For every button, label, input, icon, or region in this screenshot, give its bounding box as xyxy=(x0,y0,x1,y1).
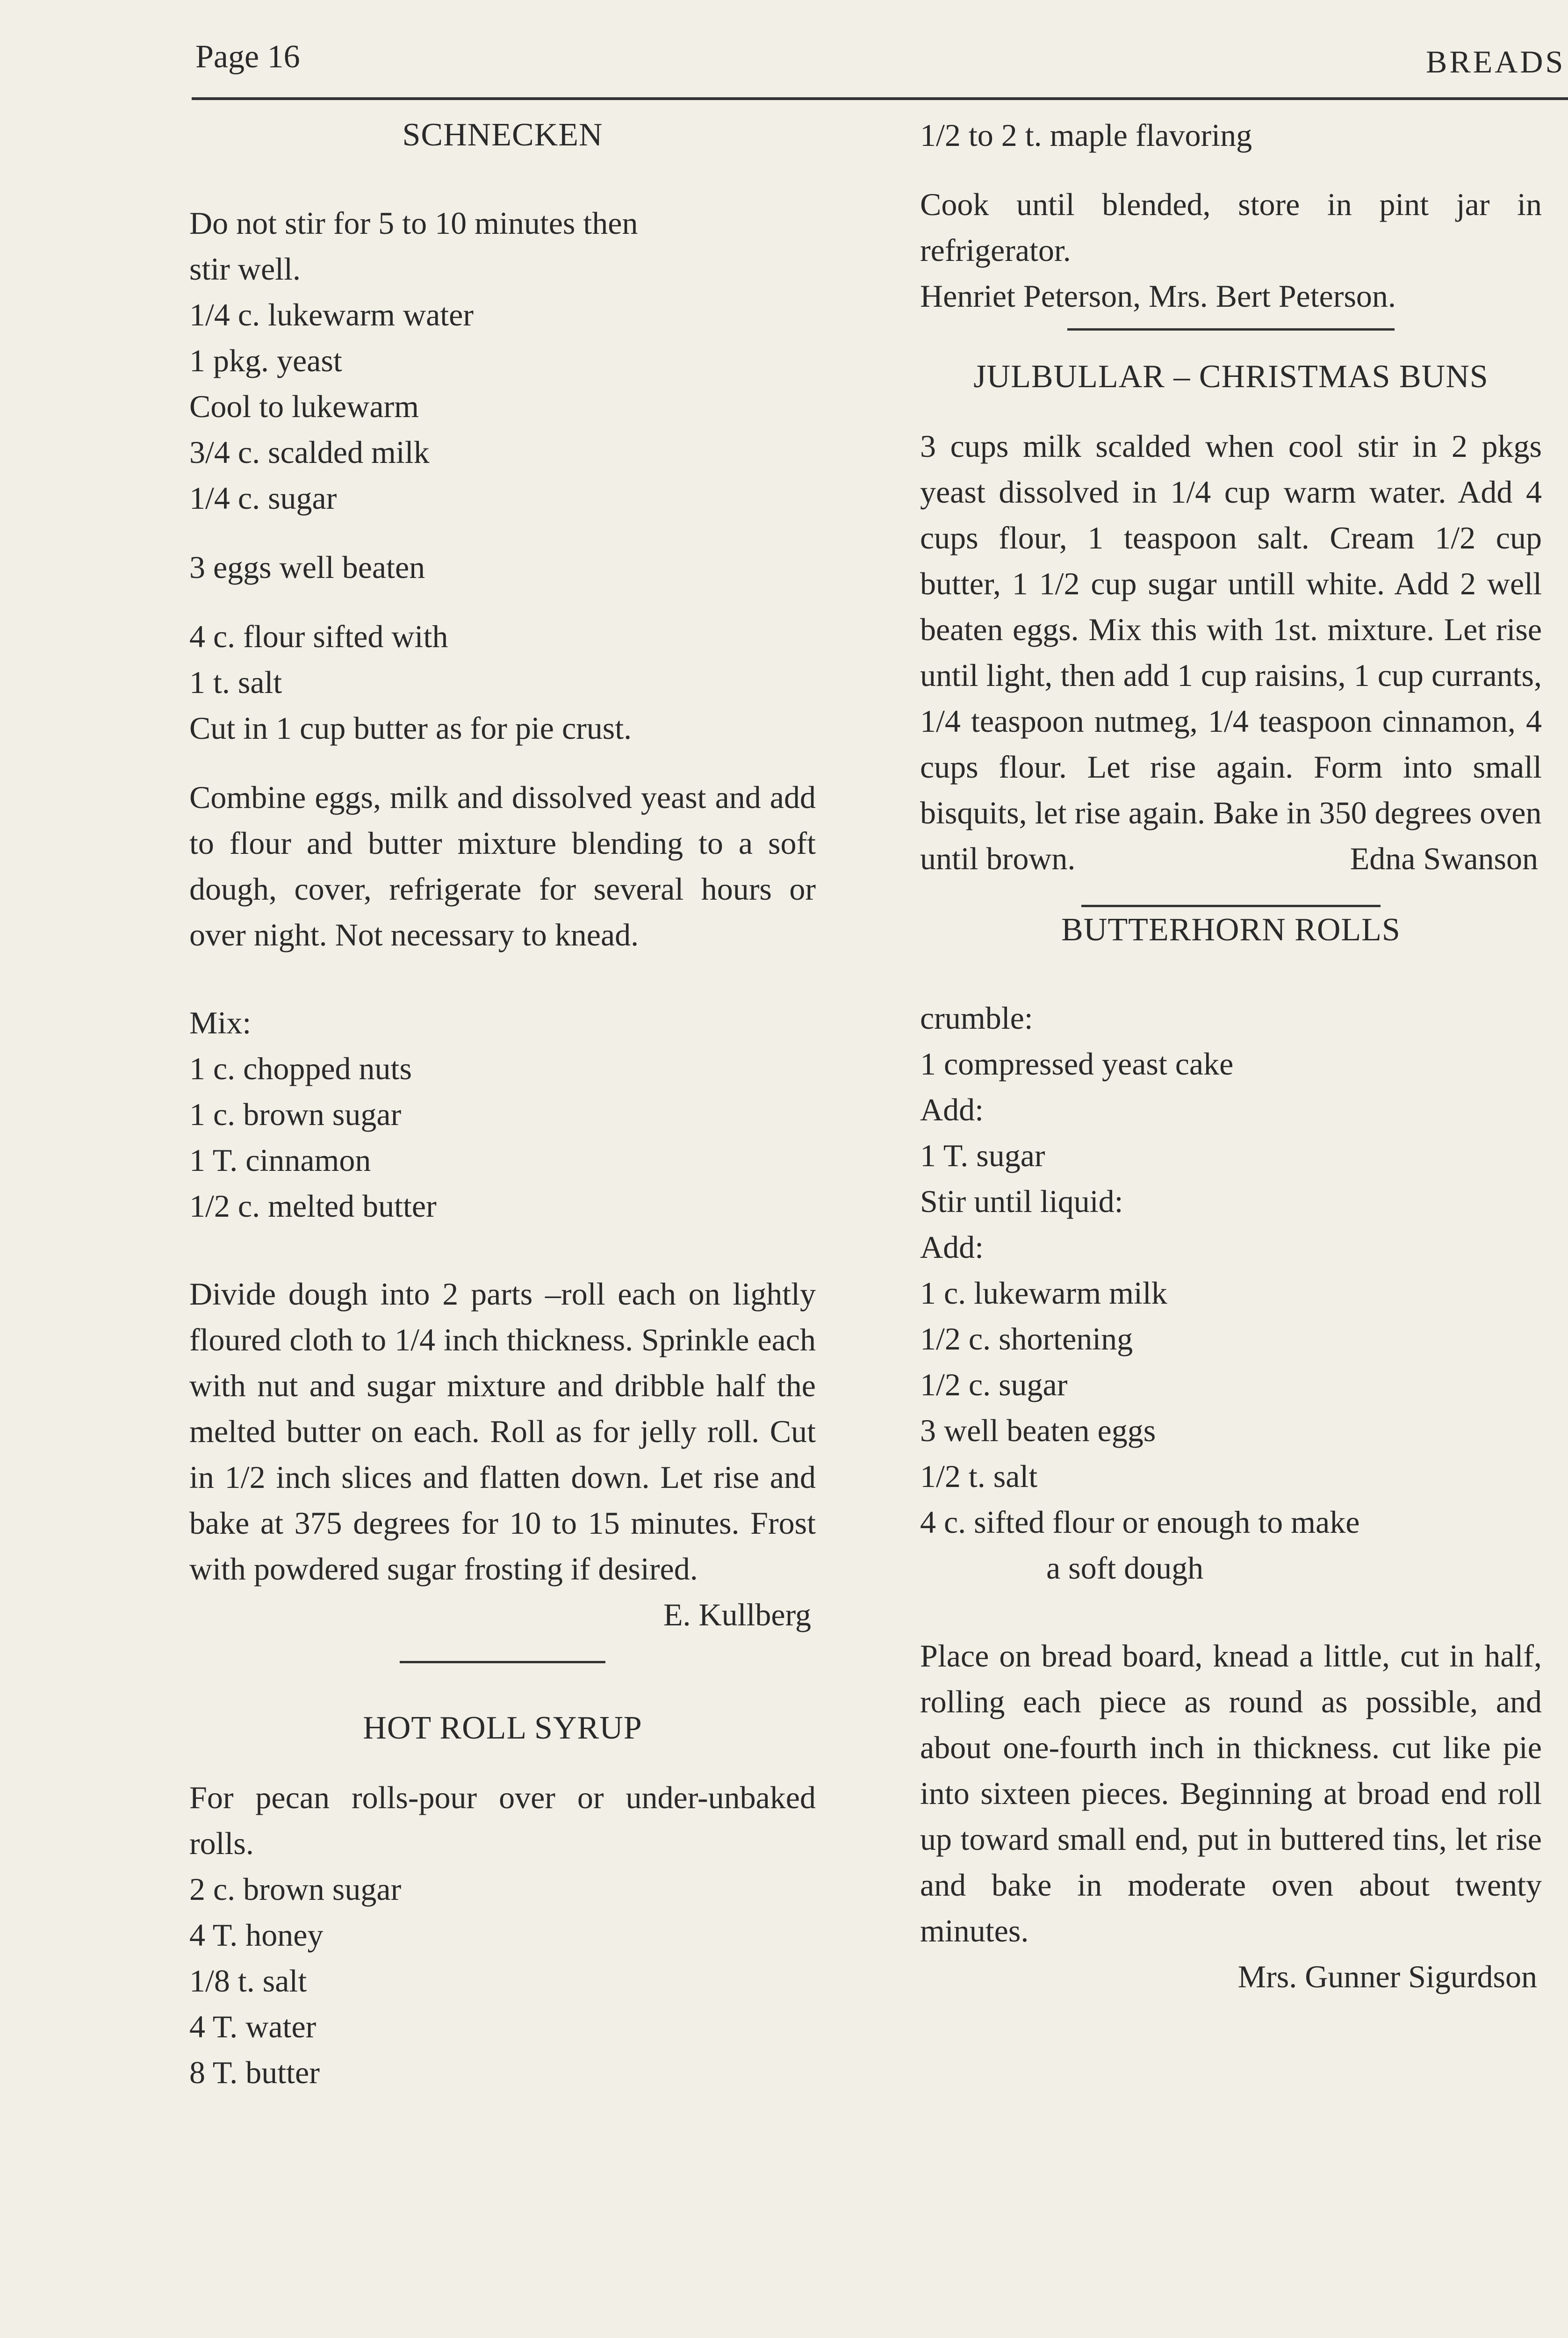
ingredient-line: Cut in 1 cup butter as for pie crust. xyxy=(189,710,632,746)
recipe-author: E. Kullberg xyxy=(663,1597,811,1632)
ingredient-line: 4 T. water xyxy=(189,2009,316,2044)
recipe-author: Edna Swanson xyxy=(1350,841,1538,876)
ingredient-line: 1/2 to 2 t. maple flavoring xyxy=(920,117,1252,153)
step-line: 1 c. lukewarm milk xyxy=(920,1275,1167,1311)
ingredient-line: 1/4 c. lukewarm water xyxy=(189,297,474,332)
ingredient-line: 4 T. honey xyxy=(189,1917,324,1953)
recipe-directions: Cook until blended, store in pint jar in refrigerator. xyxy=(920,187,1542,268)
page-number: Page 16 xyxy=(195,39,300,75)
recipe-butterhorn-rolls xyxy=(920,907,1542,1999)
page-header xyxy=(0,0,1568,108)
ingredient-line: 3 eggs well beaten xyxy=(189,549,425,585)
ingredient-line: 3/4 c. scalded milk xyxy=(189,434,430,470)
recipe-title: HOT ROLL SYRUP xyxy=(363,1710,642,1746)
step-line: Add: xyxy=(920,1229,984,1265)
section-title: BREADS xyxy=(1426,44,1566,79)
ingredient-line: 1/4 c. sugar xyxy=(189,480,337,516)
recipe-title: BUTTERHORN ROLLS xyxy=(1061,912,1401,948)
step-line: a soft dough xyxy=(1046,1550,1204,1586)
mix-label: Mix: xyxy=(189,1005,252,1040)
step-line: Stir until liquid: xyxy=(920,1183,1123,1219)
recipe-directions: Combine eggs, milk and dissolved yeast and add to flour and butter mixture blending to a soft dough, cover, refrigerate for several hours or over night. Not necessary to knead. xyxy=(189,779,816,953)
step-line: 1/2 t. salt xyxy=(920,1458,1038,1494)
step-line: 1/2 c. sugar xyxy=(920,1367,1068,1402)
recipe-directions: Place on bread board, knead a little, cut in half, rolling each piece as round as possible, and about one-fourth inch in thickness. cut like pie into sixteen pieces. Beginning at broad end roll up toward small end, put in buttered tins, let rise and bake in moderate oven about twenty minutes. xyxy=(920,1638,1542,1948)
ingredient-line: 4 c. flour sifted with xyxy=(189,619,448,654)
right-column xyxy=(920,112,1542,1999)
ingredient-line: 1 pkg. yeast xyxy=(189,343,342,378)
step-line: Add: xyxy=(920,1092,984,1127)
step-line: 1 T. sugar xyxy=(920,1138,1045,1173)
recipe-title: JULBULLAR – CHRISTMAS BUNS xyxy=(973,359,1489,395)
ingredient-line: 1/8 t. salt xyxy=(189,1963,307,1999)
recipe-directions: Divide dough into 2 parts –roll each on lightly floured cloth to 1/4 inch thickness. Sprinkle each with nut and sugar mixture and dribble half the melted butter on each. Roll as for jelly roll. Cut in 1/2 inch slices and flatten down. Let rise and bake at 375 degrees for 10 to 15 minutes. Frost with powdered sugar frosting if desired. xyxy=(189,1276,816,1587)
step-line: 1 compressed yeast cake xyxy=(920,1046,1234,1082)
ingredient-line: 1 c. chopped nuts xyxy=(189,1051,412,1086)
step-line: crumble: xyxy=(920,1000,1033,1036)
recipe-hot-roll-syrup-continued xyxy=(920,112,1542,319)
recipe-author: Mrs. Gunner Sigurdson xyxy=(1237,1959,1537,1994)
step-line: 3 well beaten eggs xyxy=(920,1413,1156,1448)
recipe-note: Do not stir for 5 to 10 minutes then xyxy=(189,205,638,241)
ingredient-line: 1/2 c. melted butter xyxy=(189,1188,437,1224)
recipe-directions: 3 cups milk scalded when cool stir in 2 pkgs yeast dissolved in 1/4 cup warm water. Add 4 cups flour, 1 teaspoon salt. Cream 1/2 cup butter, 1 1/2 cup sugar untill white. Add 2 well beaten eggs. Mix this with 1st. mixture. Let rise until light, then add 1 cup raisins, 1 cup currants, 1/4 teaspoon nutmeg, 1/4 teaspoon cinnamon, 4 cups flour. Let rise again. Form into small bisquits, let rise again. Bake in 350 degrees oven xyxy=(920,428,1542,830)
ingredient-line: 1 t. salt xyxy=(189,664,282,700)
ingredient-line: 8 T. butter xyxy=(189,2055,320,2090)
step-line: 1/2 c. shortening xyxy=(920,1321,1133,1357)
recipe-note: For pecan rolls-pour over or under-unbaked rolls. xyxy=(189,1780,816,1861)
ingredient-line: 2 c. brown sugar xyxy=(189,1871,402,1907)
ingredient-line: Cool to lukewarm xyxy=(189,389,419,424)
step-line: 4 c. sifted flour or enough to make xyxy=(920,1504,1360,1540)
recipe-directions-end: until brown. xyxy=(920,841,1076,876)
ingredient-line: 1 c. brown sugar xyxy=(189,1097,402,1132)
recipe-author: Henriet Peterson, Mrs. Bert Peterson. xyxy=(920,278,1396,314)
recipe-julbullar xyxy=(920,354,1542,881)
recipe-schnecken xyxy=(189,112,816,1638)
recipe-note: stir well. xyxy=(189,251,301,287)
recipe-title: SCHNECKEN xyxy=(402,117,603,153)
ingredient-line: 1 T. cinnamon xyxy=(189,1142,371,1178)
header-rule xyxy=(192,97,1568,100)
left-column xyxy=(189,112,816,2095)
recipe-hot-roll-syrup xyxy=(189,1705,816,2095)
